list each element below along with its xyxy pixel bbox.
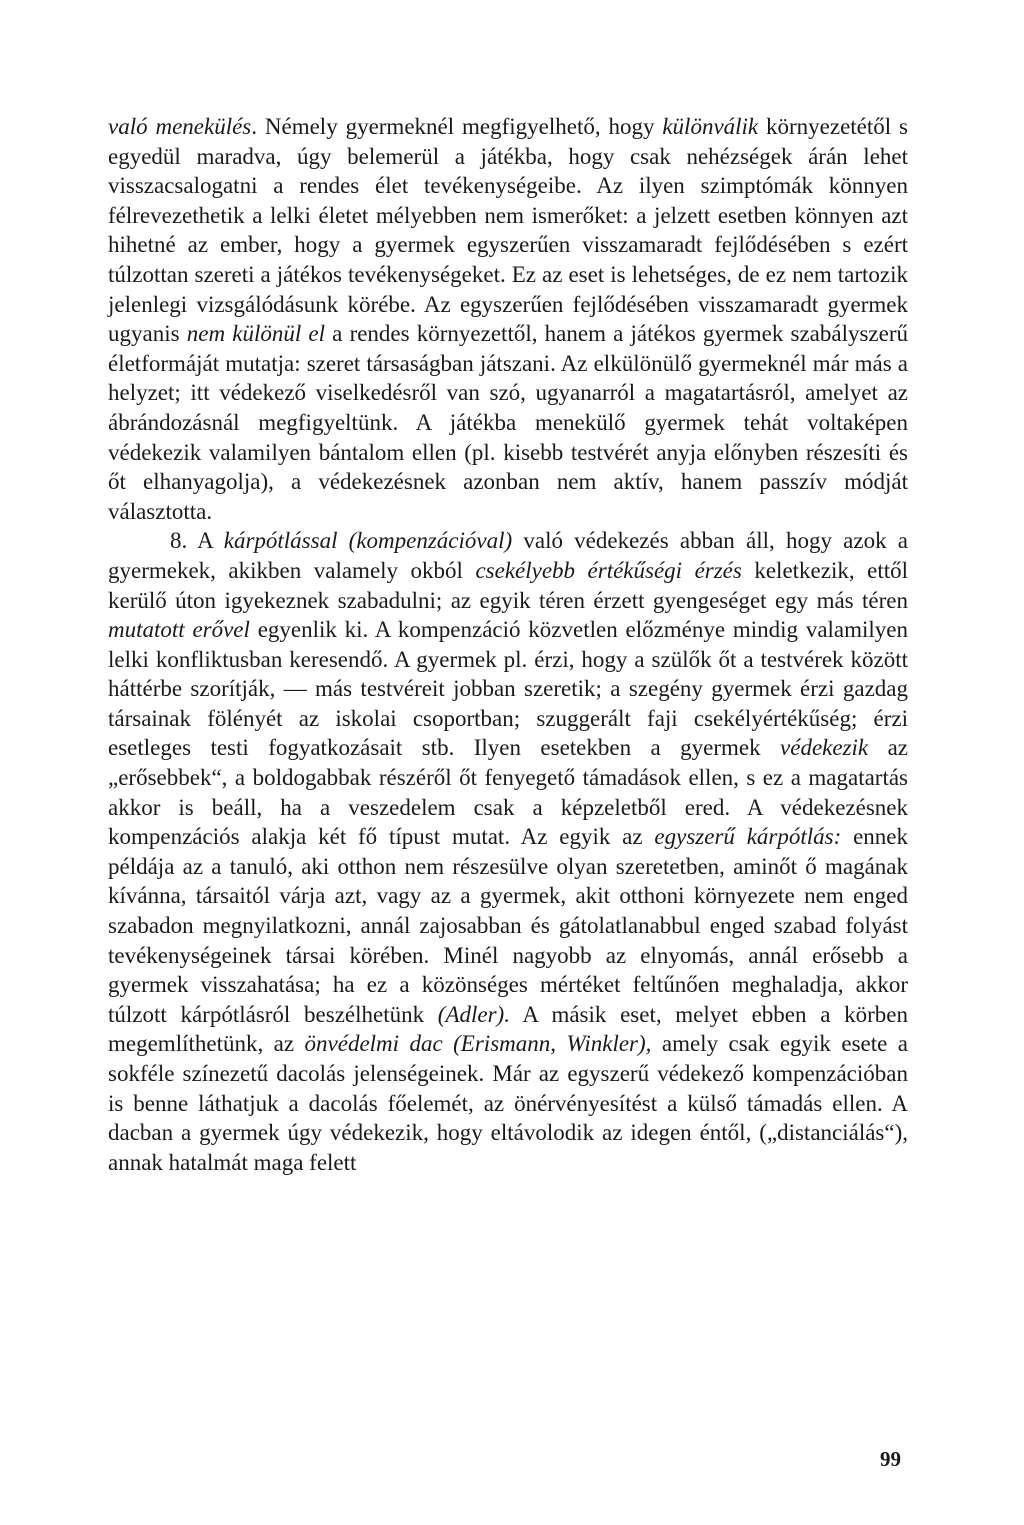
paragraph [108, 526, 908, 1177]
text-segment: amely csak egyik esete a sokféle színezetű dacolás jelenségeinek. Már az egyszerű védekező kompenzációban is benne láthatjuk a dacolás főelemét, az önérvényesítést a külső támadás ellen. A dacban a gyermek úgy védekezik, hogy eltávolodik az idegen éntől, („distanciálás“), annak hatalmát maga felett [108, 1031, 909, 1175]
italic-text-segment: mutatott erővel [108, 617, 250, 643]
text-segment: A másik eset, melyet ebben a körben megemlíthetünk, az [108, 1001, 908, 1057]
paragraph [108, 112, 908, 526]
italic-text-segment: (Adler). [437, 1001, 510, 1027]
italic-text-segment: nem különül el [186, 321, 325, 347]
italic-text-segment: kárpótlással (kompenzációval) [223, 528, 513, 554]
italic-text-segment: való menekülés [108, 114, 252, 139]
text-segment: . Némely gyermeknél megfigyelhető, hogy [251, 114, 663, 139]
text-segment: való védekezés abban áll, hogy azok a gyermekek, akikben valamely okból [108, 528, 908, 583]
text-segment: az „erősebbek“, a boldogabbak részéről őt fenyegető támadások ellen, s ez a magatartás akkor is beáll, ha a veszedelem csak a képzeletből ered. A védekezésnek kompenzációs alakja két fő típust mutat. Az egyik az [108, 735, 908, 850]
text-segment: ennek példája az a tanuló, aki otthon nem részesülve olyan szeretetben, aminőt ő magának kívánna, társaitól várja azt, vagy az a gyermek, akit otthoni környezete nem enged szabadon megnyilatkozni, annál zajosabban és gátolatlanabbul enged szabad folyást tevékenységeinek társai körében. Minél nagyobb az elnyomás, annál erősebb a gyermek visszahatása; ha ez a közönséges mértéket feltűnően meghaladja, akkor túlzott kárpótlásról beszélhetünk [108, 824, 909, 1027]
text-segment: 8. A [170, 528, 224, 554]
text-segment: egyenlik ki. A kompenzáció közvetlen előzménye mindig valamilyen lelki konfliktusban keresendő. A gyermek pl. érzi, hogy a szülők őt a testvérek között háttérbe szorítják, — más testvéreit jobban szeretik; a szegény gyermek érzi gazdag társainak fölényét az iskolai csoportban; szuggerált faji csekélyértékűség; érzi esetleges testi fogyatkozásait stb. Ilyen esetekben a gyermek [108, 617, 909, 761]
page-number: 99 [880, 1447, 901, 1471]
text-segment: környezetétől s egyedül maradva, úgy belemerül a játékba, hogy csak nehézségek árán lehet visszacsalogatni a rendes élet tevékenységeibe. Az ilyen szimptómák könnyen félrevezethetik a lelki életet mélyebben nem ismerőket: a jelzett esetben könnyen azt hihetné az ember, hogy a gyermek egyszerűen visszamaradt fejlődésében s ezért túlzottan szereti a játékos tevékenységeket. Ez az eset is lehetséges, de ez nem tartozik jelenlegi vizsgálódásunk körébe. Az egyszerűen fejlődésében visszamaradt gyermek ugyanis [108, 114, 908, 347]
italic-text-segment: önvédelmi dac (Erismann, Winkler), [304, 1031, 652, 1057]
body-text [108, 112, 908, 1177]
text-segment: keletkezik, ettől kerülő úton igyekeznek szabadulni; az egyik téren érzett gyengeséget egy más téren [108, 557, 908, 613]
italic-text-segment: csekélyebb értékűségi érzés [475, 557, 742, 583]
italic-text-segment: egyszerű kárpótlás: [654, 824, 842, 850]
text-segment: a rendes környezettől, hanem a játékos gyermek szabályszerű életformáját mutatja: szeret társaságban játszani. Az elkülönülő gyermeknél már más a helyzet; itt védekező viselkedésről van szó, ugyanarról a magatartásról, amelyet az ábrándozásnál megfigyeltünk. A játékba menekülő gyermek tehát voltaképen védekezik valamilyen bántalom ellen (pl. kisebb testvérét anyja előnyben részesíti és őt elhanyagolja), a védekezésnek azonban nem aktív, hanem passzív módját választotta. [108, 321, 908, 524]
italic-text-segment: védekezik [780, 735, 869, 761]
italic-text-segment: különválik [662, 114, 759, 139]
